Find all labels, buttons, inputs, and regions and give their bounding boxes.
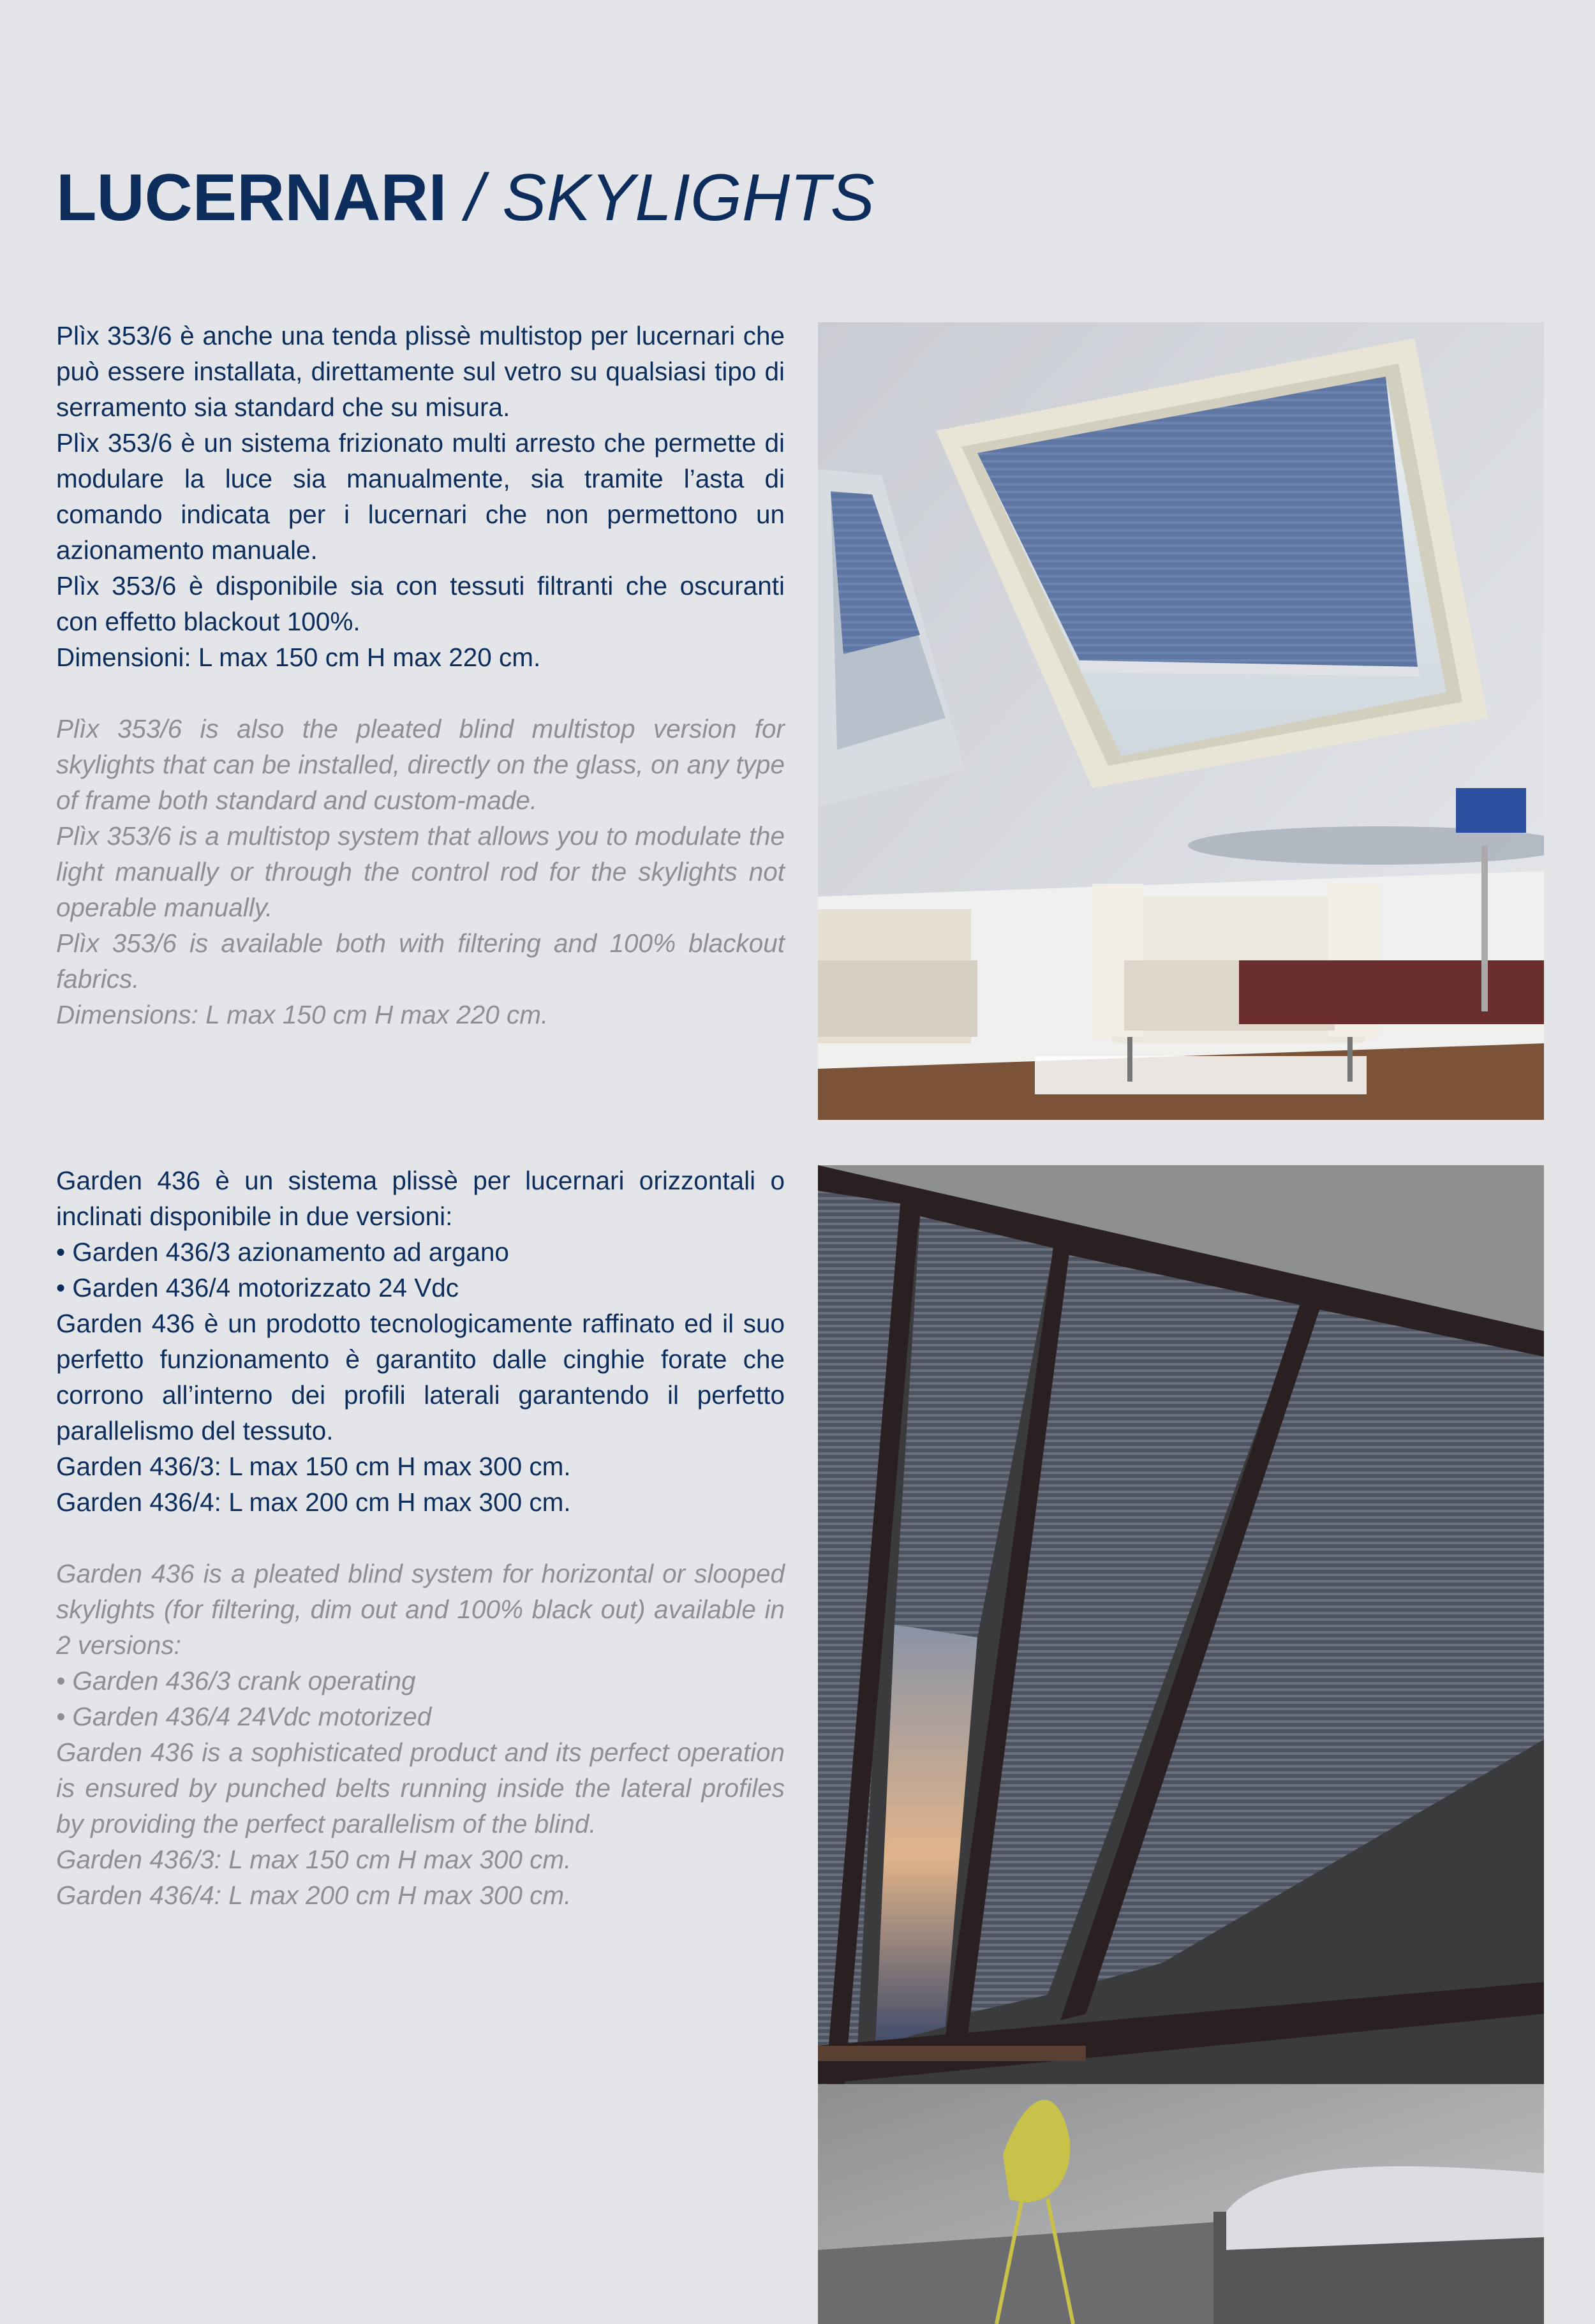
paragraph: Plìx 353/6 is a multistop system that allows you to modulate the light manually or through the control rod for the skylights not operable manually. [56, 821, 785, 922]
paragraph: Garden 436 è un sistema plissè per lucernari orizzontali o inclinati disponibile in due versioni: [56, 1166, 785, 1231]
paragraph: Garden 436 è un prodotto tecnologicamente raffinato ed il suo perfetto funzionamento è garantito dalle cinghie forate che corrono all’interno dei profili laterali garantendo il perfetto parallelismo del tessuto. [56, 1309, 785, 1445]
paragraph: Dimensioni: L max 150 cm H max 220 cm. [56, 643, 541, 672]
paragraph: Plìx 353/6 is also the pleated blind multistop version for skylights that can be installed, directly on the glass, on any type of frame both standard and custom-made. [56, 714, 785, 815]
paragraph: Plìx 353/6 is available both with filtering and 100% blackout fabrics. [56, 928, 785, 994]
paragraph: Garden 436 is a pleated blind system for horizontal or slooped skylights (for filtering, dim out and 100% black out) available in 2 versions: [56, 1559, 785, 1660]
paragraph: Garden 436/4: L max 200 cm H max 300 cm. [56, 1881, 572, 1910]
paragraph: Plìx 353/6 è anche una tenda plissè multistop per lucernari che può essere installata, direttamente sul vetro su qualsiasi tipo di serramento sia standard che su misura. [56, 321, 785, 422]
paragraph: • Garden 436/4 motorizzato 24 Vdc [56, 1273, 459, 1302]
paragraph: Garden 436/3: L max 150 cm H max 300 cm. [56, 1845, 572, 1874]
paragraph: Plìx 353/6 è disponibile sia con tessuti filtranti che oscuranti con effetto blackout 100%. [56, 571, 785, 636]
title-italian: LUCERNARI [56, 161, 447, 235]
paragraph: • Garden 436/3 crank operating [56, 1666, 416, 1695]
paragraph: • Garden 436/4 24Vdc motorized [56, 1702, 432, 1731]
paragraph: Plìx 353/6 è un sistema frizionato multi arresto che permette di modulare la luce sia manualmente, sia tramite l’asta di comando indicata per i lucernari che non permettono un azionamento manuale. [56, 428, 785, 565]
title-separator: / [447, 161, 503, 235]
garden-italian-text [56, 1163, 785, 1520]
attic-skylights-photo [818, 1165, 1544, 2324]
plix-description [56, 318, 785, 1032]
skylight-room-illustration [818, 322, 1544, 1120]
plix-english-text [56, 711, 785, 1032]
paragraph: Garden 436/4: L max 200 cm H max 300 cm. [56, 1487, 571, 1517]
garden-description [56, 1163, 785, 1913]
skylight-room-photo [818, 322, 1544, 1120]
garden-english-text [56, 1556, 785, 1913]
title-english: SKYLIGHTS [502, 161, 875, 235]
plix-italian-text [56, 318, 785, 675]
paragraph: Garden 436 is a sophisticated product and its perfect operation is ensured by punched belts running inside the lateral profiles by providing the perfect parallelism of the blind. [56, 1738, 785, 1838]
paragraph: • Garden 436/3 azionamento ad argano [56, 1237, 509, 1267]
paragraph: Dimensions: L max 150 cm H max 220 cm. [56, 1000, 549, 1029]
attic-skylights-illustration [818, 1165, 1544, 2324]
page-title [56, 160, 875, 236]
paragraph: Garden 436/3: L max 150 cm H max 300 cm. [56, 1452, 571, 1481]
